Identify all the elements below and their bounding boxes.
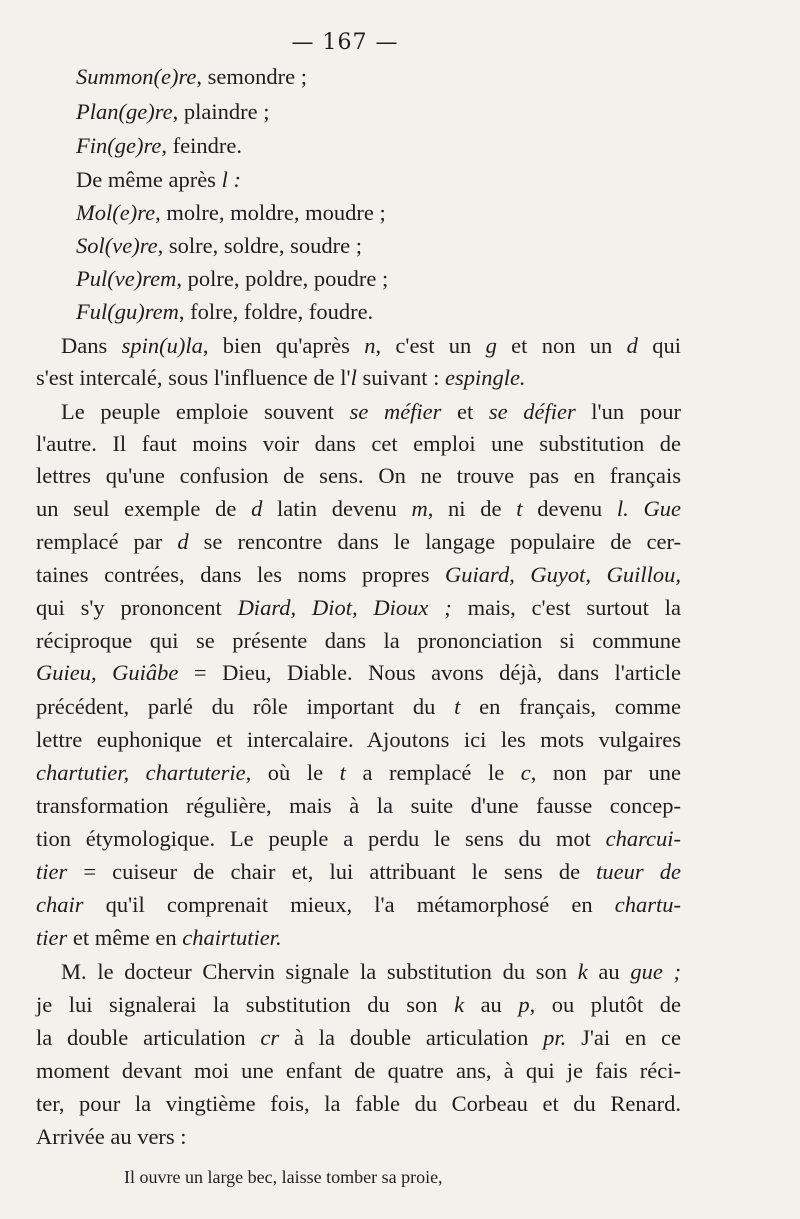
text-segment: , folre, foldre, foudre. <box>178 299 374 324</box>
text-segment: J'ai en ce <box>566 1025 682 1050</box>
text-segment: en français, comme <box>460 694 681 719</box>
text-segment: De même après <box>76 167 222 192</box>
text-segment: , où le <box>245 760 340 785</box>
text-segment: , non par une <box>530 760 681 785</box>
italic-segment: gue ; <box>630 959 681 984</box>
text-segment: qui <box>637 333 681 358</box>
italic-segment: l <box>350 365 357 390</box>
italic-segment: Ful(gu)rem <box>76 299 179 324</box>
text-segment: M. le docteur Chervin signale la substitution du son <box>61 959 578 984</box>
text-line <box>76 198 681 228</box>
text-segment: , polre, poldre, poudre ; <box>176 266 389 291</box>
italic-segment: spin(u)la <box>121 333 203 358</box>
italic-segment: g <box>485 333 497 358</box>
text-segment: qui s'y prononcent <box>36 595 238 620</box>
text-segment: je lui signalerai la substitution du son <box>36 992 455 1017</box>
text-line <box>36 725 681 755</box>
italic-segment: n <box>364 333 376 358</box>
italic-segment: t <box>339 760 346 785</box>
italic-segment: p <box>518 992 530 1017</box>
text-segment: , plaindre ; <box>172 99 270 124</box>
text-segment: tion étymologique. Le peuple a perdu le sens du mot <box>36 826 606 851</box>
italic-segment: Sol(ve)re <box>76 233 158 258</box>
text-segment: , bien qu'après <box>202 333 365 358</box>
text-segment: lettres qu'une confusion de sens. On ne trouve pas en français <box>36 463 681 488</box>
italic-segment: t <box>516 496 523 521</box>
text-line <box>61 331 681 361</box>
italic-segment: k <box>577 959 588 984</box>
text-segment: latin devenu <box>262 496 412 521</box>
text-segment: et même en <box>67 925 183 950</box>
text-line <box>61 397 681 427</box>
text-segment: se rencontre dans le langage populaire de cer- <box>188 529 682 554</box>
text-segment: devenu <box>522 496 617 521</box>
text-segment: , c'est un <box>375 333 486 358</box>
text-segment: l'un pour <box>575 399 681 424</box>
text-segment: , feindre. <box>161 133 242 158</box>
text-line <box>36 1023 681 1053</box>
italic-segment: charcui- <box>605 826 681 851</box>
text-line <box>36 890 681 920</box>
text-line <box>76 264 681 294</box>
text-segment: , semondre ; <box>196 64 307 89</box>
italic-segment: l. Gue <box>616 496 681 521</box>
italic-segment: k <box>454 992 465 1017</box>
text-segment: à la double articulation <box>279 1025 544 1050</box>
text-segment: Arrivée au vers : <box>36 1124 187 1149</box>
text-segment: , ni de <box>427 496 517 521</box>
text-line <box>76 62 681 92</box>
text-segment: remplacé par <box>36 529 178 554</box>
text-line <box>36 363 681 393</box>
text-line <box>36 1122 681 1152</box>
text-segment: un seul exemple de <box>36 496 252 521</box>
italic-segment: c <box>520 760 531 785</box>
italic-segment: se défier <box>488 399 576 424</box>
text-line <box>76 231 681 261</box>
text-line <box>36 791 681 821</box>
italic-segment: d <box>626 333 638 358</box>
italic-segment: m <box>411 496 428 521</box>
text-segment: l'autre. Il faut moins voir dans cet emploi une substitution de <box>36 431 681 456</box>
verse-quote: Il ouvre un large bec, laisse tomber sa proie, <box>124 1167 443 1187</box>
text-line <box>36 692 681 722</box>
text-segment: = Dieu, Diable. Nous avons déjà, dans l'article <box>178 660 681 685</box>
italic-segment: t <box>454 694 461 719</box>
italic-segment: Fin(ge)re <box>76 133 162 158</box>
italic-segment: chairtutier. <box>182 925 282 950</box>
italic-segment: chartu- <box>614 892 681 917</box>
text-segment: au <box>464 992 519 1017</box>
text-line <box>36 461 681 491</box>
text-segment: lettre euphonique et intercalaire. Ajoutons ici les mots vulgaires <box>36 727 681 752</box>
text-segment: moment devant moi une enfant de quatre ans, à qui je fais réci- <box>36 1058 681 1083</box>
text-line <box>36 429 681 459</box>
text-segment: au <box>587 959 631 984</box>
text-line <box>76 131 681 161</box>
italic-segment: d <box>177 529 189 554</box>
italic-segment: espingle. <box>444 365 526 390</box>
text-segment: Dans <box>61 333 122 358</box>
text-segment: qu'il comprenait mieux, l'a métamorphosé en <box>83 892 615 917</box>
italic-segment: Guiard, Guyot, Guillou, <box>445 562 681 587</box>
text-line <box>36 658 681 688</box>
text-line <box>36 494 681 524</box>
italic-segment: d <box>251 496 263 521</box>
text-line <box>36 857 681 887</box>
text-line <box>76 297 681 327</box>
italic-segment: se méfier <box>349 399 442 424</box>
text-segment: , molre, moldre, moudre ; <box>155 200 386 225</box>
italic-segment: Diard, Diot, Dioux ; <box>237 595 452 620</box>
italic-segment: tier <box>36 925 68 950</box>
text-segment: la double articulation <box>36 1025 261 1050</box>
text-line <box>36 1089 681 1119</box>
text-line <box>36 990 681 1020</box>
text-line <box>36 923 681 953</box>
text-segment: taines contrées, dans les noms propres <box>36 562 446 587</box>
text-line <box>61 957 681 987</box>
italic-segment: pr. <box>543 1025 567 1050</box>
page-number: — 167 — <box>291 30 399 55</box>
text-segment: précédent, parlé du rôle important du <box>36 694 455 719</box>
text-segment: , solre, soldre, soudre ; <box>157 233 362 258</box>
text-segment: suivant : <box>356 365 445 390</box>
text-line <box>36 758 681 788</box>
italic-segment: cr <box>260 1025 280 1050</box>
italic-segment: Summon(e)re <box>76 64 197 89</box>
italic-segment: tier <box>36 859 68 884</box>
text-line <box>36 626 681 656</box>
text-line <box>36 560 681 590</box>
italic-segment: Mol(e)re <box>76 200 156 225</box>
text-line <box>36 1056 681 1086</box>
italic-segment: Guieu, Guiâbe <box>36 660 179 685</box>
italic-segment: Plan(ge)re <box>76 99 173 124</box>
text-line <box>36 593 681 623</box>
italic-segment: chartutier, chartuterie <box>36 760 246 785</box>
text-line <box>36 824 681 854</box>
text-line <box>76 165 696 195</box>
italic-segment: tueur de <box>596 859 681 884</box>
italic-segment: Pul(ve)rem <box>76 266 177 291</box>
text-segment: et <box>441 399 489 424</box>
text-segment: a remplacé le <box>345 760 521 785</box>
text-segment: , ou plutôt de <box>529 992 681 1017</box>
text-segment: Le peuple emploie souvent <box>61 399 350 424</box>
italic-segment: l : <box>221 167 241 192</box>
text-segment: mais, c'est surtout la <box>451 595 682 620</box>
text-line <box>36 527 681 557</box>
text-line <box>76 97 681 127</box>
text-segment: ter, pour la vingtième fois, la fable du Corbeau et du Renard. <box>36 1091 681 1116</box>
text-segment: transformation régulière, mais à la suite d'une fausse concep- <box>36 793 681 818</box>
text-segment: et non un <box>496 333 627 358</box>
text-segment: s'est intercalé, sous l'influence de l' <box>36 365 351 390</box>
text-segment: = cuiseur de chair et, lui attribuant le sens de <box>67 859 597 884</box>
text-segment: réciproque qui se présente dans la prononciation si commune <box>36 628 681 653</box>
italic-segment: chair <box>36 892 84 917</box>
